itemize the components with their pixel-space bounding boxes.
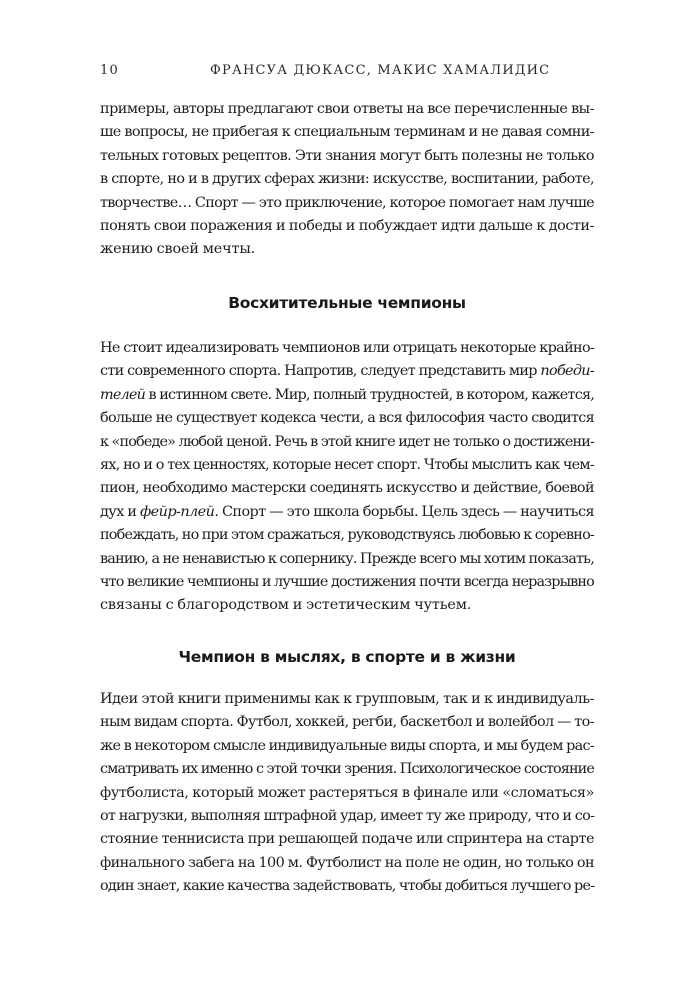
paragraph-mind-sport-life [100,688,594,899]
text-line: футболиста, который может растеряться в финале или «сломаться» [100,784,594,801]
text-line [100,360,594,383]
text-line [100,501,594,524]
text-line: Идеи этой книги применимы как к групповым, так и к индивидуаль- [100,691,594,707]
text-line: что великие чемпионы и лучшие достижения почти всегда неразрывно [100,574,594,591]
text-segment: . Спорт — это школа борьбы. Цель здесь — научиться [214,503,594,520]
text-line: творчестве… Спорт — это приключение, которое помогает нам лучше [100,194,594,211]
text-line [100,384,594,407]
text-line: к «победе» любой ценой. Речь в этой книге идет не только о достижени- [100,433,594,450]
paragraph-intro [100,98,594,262]
text-line: ванию, а не ненавистью к сопернику. Прежде всего мы хотим показать, [100,550,594,567]
running-title: ФРАНСУА ДЮКАСС, МАКИС ХАМАЛИДИС [210,63,551,78]
text-segment: дух и [100,503,140,520]
text-line: ях, но и о тех ценностях, которые несет спорт. Чтобы мыслить как чем- [100,457,594,474]
text-line: один знает, какие качества задействовать, чтобы добиться лучшего ре- [100,878,595,895]
text-line: пион, необходимо мастерски соединять искусство и действие, боевой [100,480,594,497]
text-line: от нагрузки, выполняя штрафной удар, имеет ту же природу, что и со- [100,808,595,825]
text-segment: в истинном свете. Мир, полный трудностей, в котором, кажется, [145,386,594,403]
text-line: понять свои поражения и победы и побуждает идти дальше к дости- [100,218,594,235]
text-line: ным видам спорта. Футбол, хоккей, регби, баскетбол и волейбол — то- [100,714,594,731]
text-line: же в некотором смысле индивидуальные виды спорта, и мы будем рас- [100,737,595,754]
text-line: тельных готовых рецептов. Эти знания могут быть полезны не только [100,147,594,164]
text-line: жению своей мечты. [100,241,256,258]
text-line: в спорте, но и в других сферах жизни: искусстве, воспитании, работе, [100,171,594,188]
paragraph-champions [100,337,594,618]
italic-term: фейр-плей [139,503,215,520]
text-line: финального забега на 100 м. Футболист на поле не один, но только он [100,854,594,871]
text-line: Не стоит идеализировать чемпионов или отрицать некоторые крайно- [100,340,595,356]
running-head [100,63,594,83]
text-line: сматривать их именно с этой точки зрения. Психологическое состояние [100,761,594,778]
text-line: побеждать, но при этом сражаться, руководствуясь любовью к соревно- [100,527,594,544]
section-heading: Чемпион в мыслях, в спорте и в жизни [178,648,516,666]
text-line: связаны с благородством и эстетическим чутьем. [100,597,472,614]
text-segment: сти современного спорта. Напротив, следует представить мир [100,363,541,380]
italic-term: телей [100,386,146,403]
text-line: ше вопросы, не прибегая к специальным терминам и не давая сомни- [100,124,594,141]
text-line: примеры, авторы предлагают свои ответы на все перечисленные вы- [100,101,594,117]
text-line: стояние теннисиста при решающей подаче или спринтера на старте [100,831,594,848]
page-number: 10 [100,63,119,78]
italic-term: победи- [540,363,594,380]
text-line: больше не существует кодекса чести, а вся философия часто сводится [100,410,594,427]
section-heading: Восхитительные чемпионы [228,294,466,312]
